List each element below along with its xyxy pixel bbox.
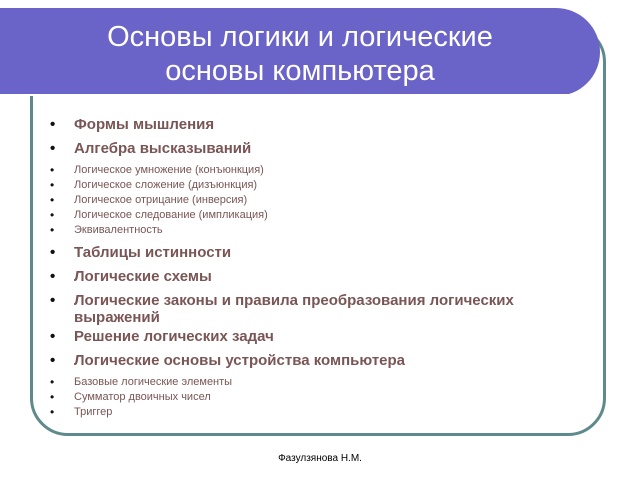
bullet-icon: • xyxy=(50,163,55,177)
item-label: Алгебра высказываний xyxy=(74,140,252,157)
bullet-icon: • xyxy=(50,116,56,133)
title-banner xyxy=(0,8,600,96)
item-label: Логическое отрицание (инверсия) xyxy=(74,194,248,206)
title-line-2: основы компьютера xyxy=(165,55,435,87)
item-label: Логическое следование (импликация) xyxy=(74,209,268,221)
bullet-icon: • xyxy=(50,268,56,285)
title-underline xyxy=(0,94,572,96)
list-item xyxy=(48,352,588,369)
title-line-1: Основы логики и логические xyxy=(107,21,493,53)
item-label: Логические схемы xyxy=(74,268,212,285)
list-item xyxy=(48,194,588,207)
bullet-icon: • xyxy=(50,244,56,261)
item-label: Формы мышления xyxy=(74,116,215,133)
item-label: Триггер xyxy=(74,406,113,418)
item-label: Логическое умножение (конъюнкция) xyxy=(74,164,264,176)
bullet-icon: • xyxy=(50,193,55,207)
item-label: Логические законы и правила преобразования логических выражений xyxy=(74,292,514,326)
list-item xyxy=(48,244,588,261)
list-item xyxy=(48,292,588,326)
list-item xyxy=(48,268,588,285)
list-item xyxy=(48,209,588,222)
list-item xyxy=(48,224,588,237)
bullet-icon: • xyxy=(50,208,55,222)
footer-author: Фазулзянова Н.М. xyxy=(278,453,362,464)
bullet-icon: • xyxy=(50,223,55,237)
list-item xyxy=(48,116,588,133)
topic-list xyxy=(48,116,588,421)
bullet-icon: • xyxy=(50,292,56,309)
list-item xyxy=(48,406,588,419)
bullet-icon: • xyxy=(50,375,55,389)
item-label: Логическое сложение (дизъюнкция) xyxy=(74,179,258,191)
item-label: Сумматор двоичных чисел xyxy=(74,391,211,403)
bullet-icon: • xyxy=(50,352,56,369)
item-label: Решение логических задач xyxy=(74,328,274,345)
bullet-icon: • xyxy=(50,140,56,157)
bullet-icon: • xyxy=(50,390,55,404)
list-item xyxy=(48,164,588,177)
item-label: Таблицы истинности xyxy=(74,244,232,261)
list-item xyxy=(48,179,588,192)
bullet-icon: • xyxy=(50,328,56,345)
list-item xyxy=(48,376,588,389)
list-item xyxy=(48,140,588,157)
item-label: Эквивалентность xyxy=(74,224,163,236)
list-item xyxy=(48,328,588,345)
item-label: Логические основы устройства компьютера xyxy=(74,352,406,369)
item-label: Базовые логические элементы xyxy=(74,376,233,388)
slide-title xyxy=(0,20,600,88)
list-item xyxy=(48,391,588,404)
bullet-icon: • xyxy=(50,178,55,192)
bullet-icon: • xyxy=(50,405,55,419)
